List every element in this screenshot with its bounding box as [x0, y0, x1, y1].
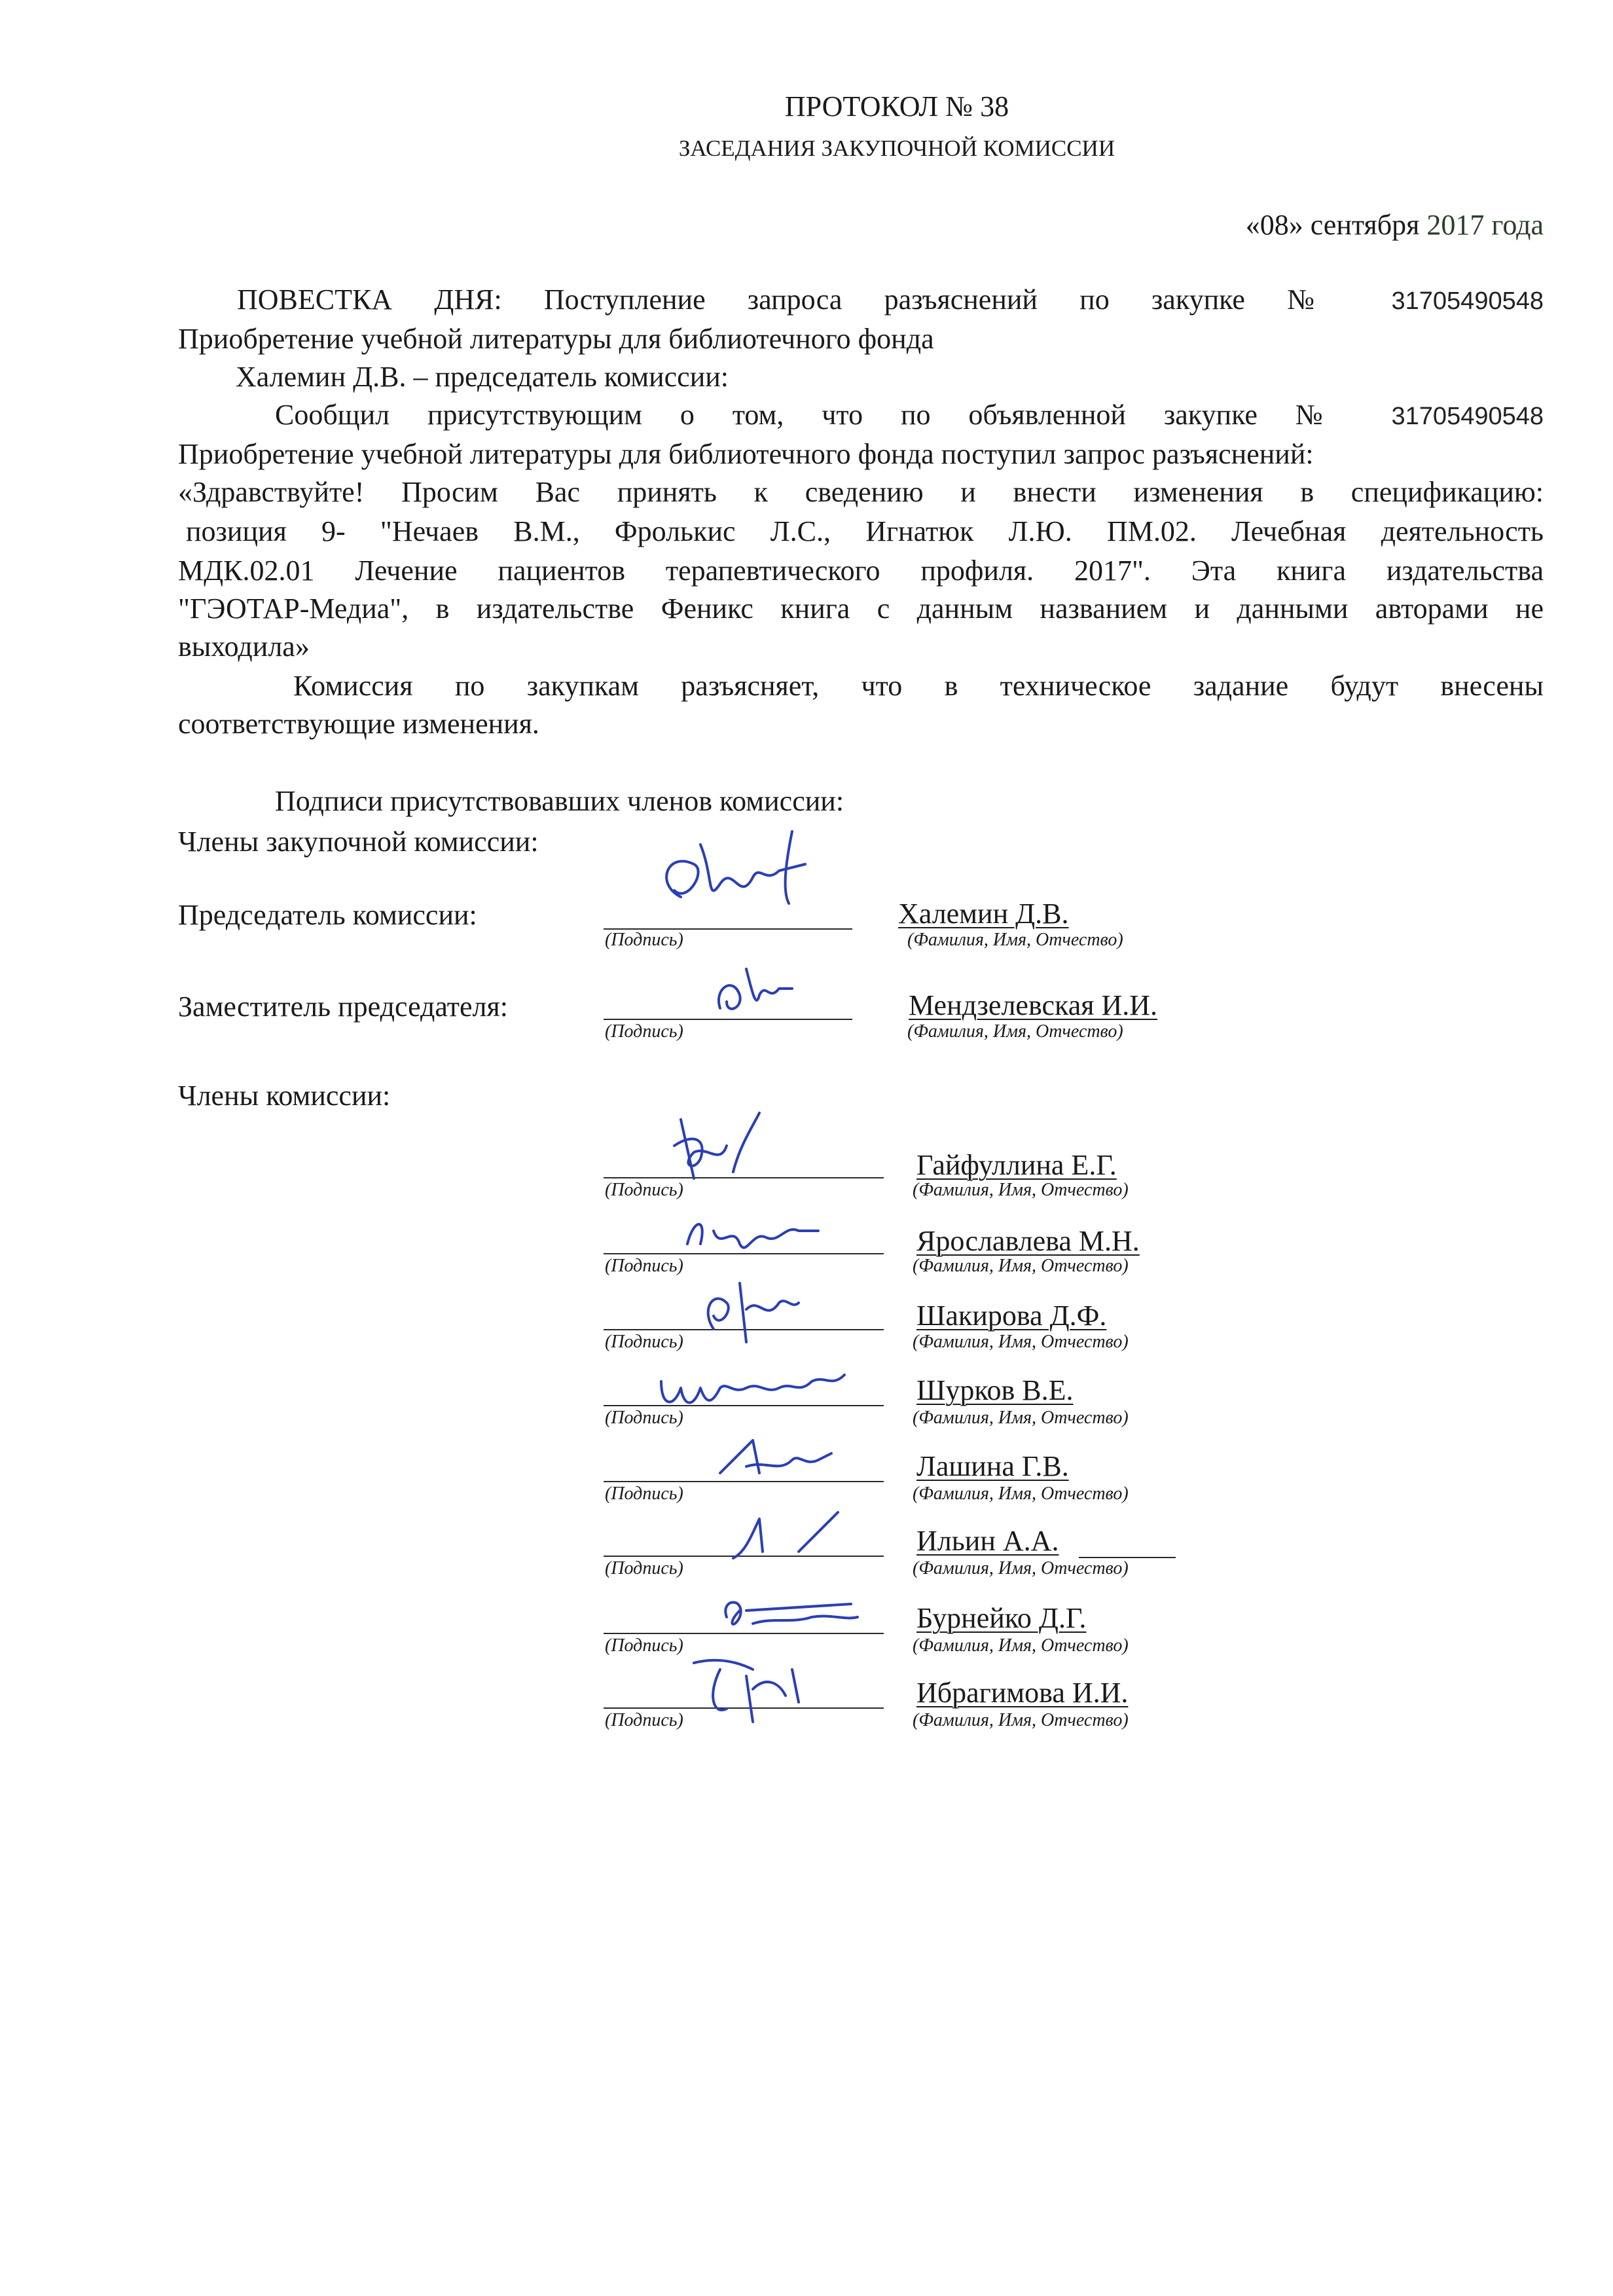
purchase-number: 31705490548: [1391, 287, 1544, 315]
member-fio-caption: (Фамилия, Имя, Отчество): [913, 1408, 1129, 1428]
member-sign-caption: (Подпись): [605, 1256, 683, 1276]
answer-line-1: Комиссия по закупкам разъясняет, что в техническое задание будут внесены: [293, 670, 1544, 702]
date-year: 2017 года: [1426, 209, 1544, 241]
members-label: Члены комиссии:: [178, 1080, 391, 1112]
member-name: Лашина Г.В.: [916, 1450, 1069, 1482]
member-signature-icon: [681, 1643, 838, 1728]
report-line-1: Сообщил присутствующим о том, что по объявленной закупке № 31705490548: [275, 399, 1544, 431]
member-signature-icon: [707, 1584, 877, 1643]
member-name: Ибрагимова И.И.: [916, 1677, 1129, 1709]
signatures-heading: Подписи присутствовавших членов комиссии:: [275, 785, 844, 817]
quote-line-1: «Здравствуйте! Просим Вас принять к сведению и внести изменения в спецификацию:: [178, 476, 1544, 508]
member-signature-icon: [674, 1205, 831, 1264]
deputy-label: Заместитель председателя:: [178, 991, 508, 1023]
chair-label: Председатель комиссии:: [178, 899, 477, 931]
member-signature-icon: [655, 1106, 812, 1192]
member-name: Шакирова Д.Ф.: [916, 1300, 1107, 1332]
deputy-name: Мендзелевская И.И.: [909, 989, 1158, 1021]
deputy-fio-caption: (Фамилия, Имя, Отчество): [907, 1021, 1123, 1042]
document-title: ПРОТОКОЛ № 38: [784, 90, 1009, 122]
member-fio-caption: (Фамилия, Имя, Отчество): [913, 1710, 1129, 1730]
chair-fio-caption: (Фамилия, Имя, Отчество): [907, 930, 1123, 950]
quote-line-4: "ГЭОТАР-Медиа", в издательстве Феникс книга с данным названием и данными авторами не: [178, 592, 1544, 625]
member-name: Ильин А.А.: [916, 1525, 1059, 1557]
member-sign-caption: (Подпись): [605, 1180, 683, 1200]
deputy-signature-icon: [707, 962, 812, 1028]
member-fio-caption: (Фамилия, Имя, Отчество): [913, 1558, 1129, 1578]
member-sign-caption: (Подпись): [605, 1635, 683, 1656]
quote-line-5: выходила»: [178, 630, 310, 663]
member-name: Гайфуллина Е.Г.: [916, 1149, 1117, 1181]
document-date: [1246, 208, 1544, 242]
purchase-number-2: 31705490548: [1391, 403, 1544, 430]
chair-speaker: Халемин Д.В. – председатель комиссии:: [236, 361, 729, 393]
quote-line-3: МДК.02.01 Лечение пациентов терапевтического профиля. 2017". Эта книга издательства: [178, 555, 1544, 587]
member-name: Бурнейко Д.Г.: [916, 1602, 1087, 1634]
member-sign-caption: (Подпись): [605, 1710, 683, 1730]
member-fio-caption: (Фамилия, Имя, Отчество): [913, 1484, 1129, 1504]
deputy-sign-caption: (Подпись): [605, 1021, 683, 1042]
chair-name: Халемин Д.В.: [898, 898, 1069, 930]
agenda-line: ПОВЕСТКА ДНЯ: Поступление запроса разъяснений по закупке № 31705490548: [237, 283, 1544, 316]
member-sign-caption: (Подпись): [605, 1408, 683, 1428]
member-fio-caption: (Фамилия, Имя, Отчество): [913, 1332, 1129, 1352]
member-fio-caption: (Фамилия, Имя, Отчество): [913, 1635, 1129, 1656]
member-signature-icon: [714, 1434, 844, 1493]
purchase-name: Приобретение учебной литературы для библиотечного фонда: [178, 323, 934, 355]
member-name: Шурков В.Е.: [916, 1374, 1074, 1406]
member-fio-caption: (Фамилия, Имя, Отчество): [913, 1256, 1129, 1276]
member-signature-icon: [687, 1270, 818, 1349]
chair-sign-caption: (Подпись): [605, 930, 683, 950]
document-subtitle: ЗАСЕДАНИЯ ЗАКУПОЧНОЙ КОМИССИИ: [678, 136, 1115, 161]
member-signature-icon: [720, 1506, 864, 1565]
chair-signature-icon: [642, 825, 838, 930]
member-sign-caption: (Подпись): [605, 1332, 683, 1352]
answer-line-2: соответствующие изменения.: [178, 708, 539, 740]
member-sign-caption: (Подпись): [605, 1484, 683, 1504]
report-line-2: Приобретение учебной литературы для библиотечного фонда поступил запрос разъяснений:: [178, 438, 1314, 470]
member-name: Ярославлева М.Н.: [916, 1225, 1140, 1257]
quote-line-2: позиция 9- "Нечаев В.М., Фролькис Л.С., Игнатюк Л.Ю. ПМ.02. Лечебная деятельность: [186, 515, 1544, 547]
members-heading: Члены закупочной комиссии:: [178, 826, 539, 858]
member-sign-caption: (Подпись): [605, 1558, 683, 1578]
date-day: «08» сентября: [1245, 209, 1420, 241]
member-fio-caption: (Фамилия, Имя, Отчество): [913, 1180, 1129, 1200]
